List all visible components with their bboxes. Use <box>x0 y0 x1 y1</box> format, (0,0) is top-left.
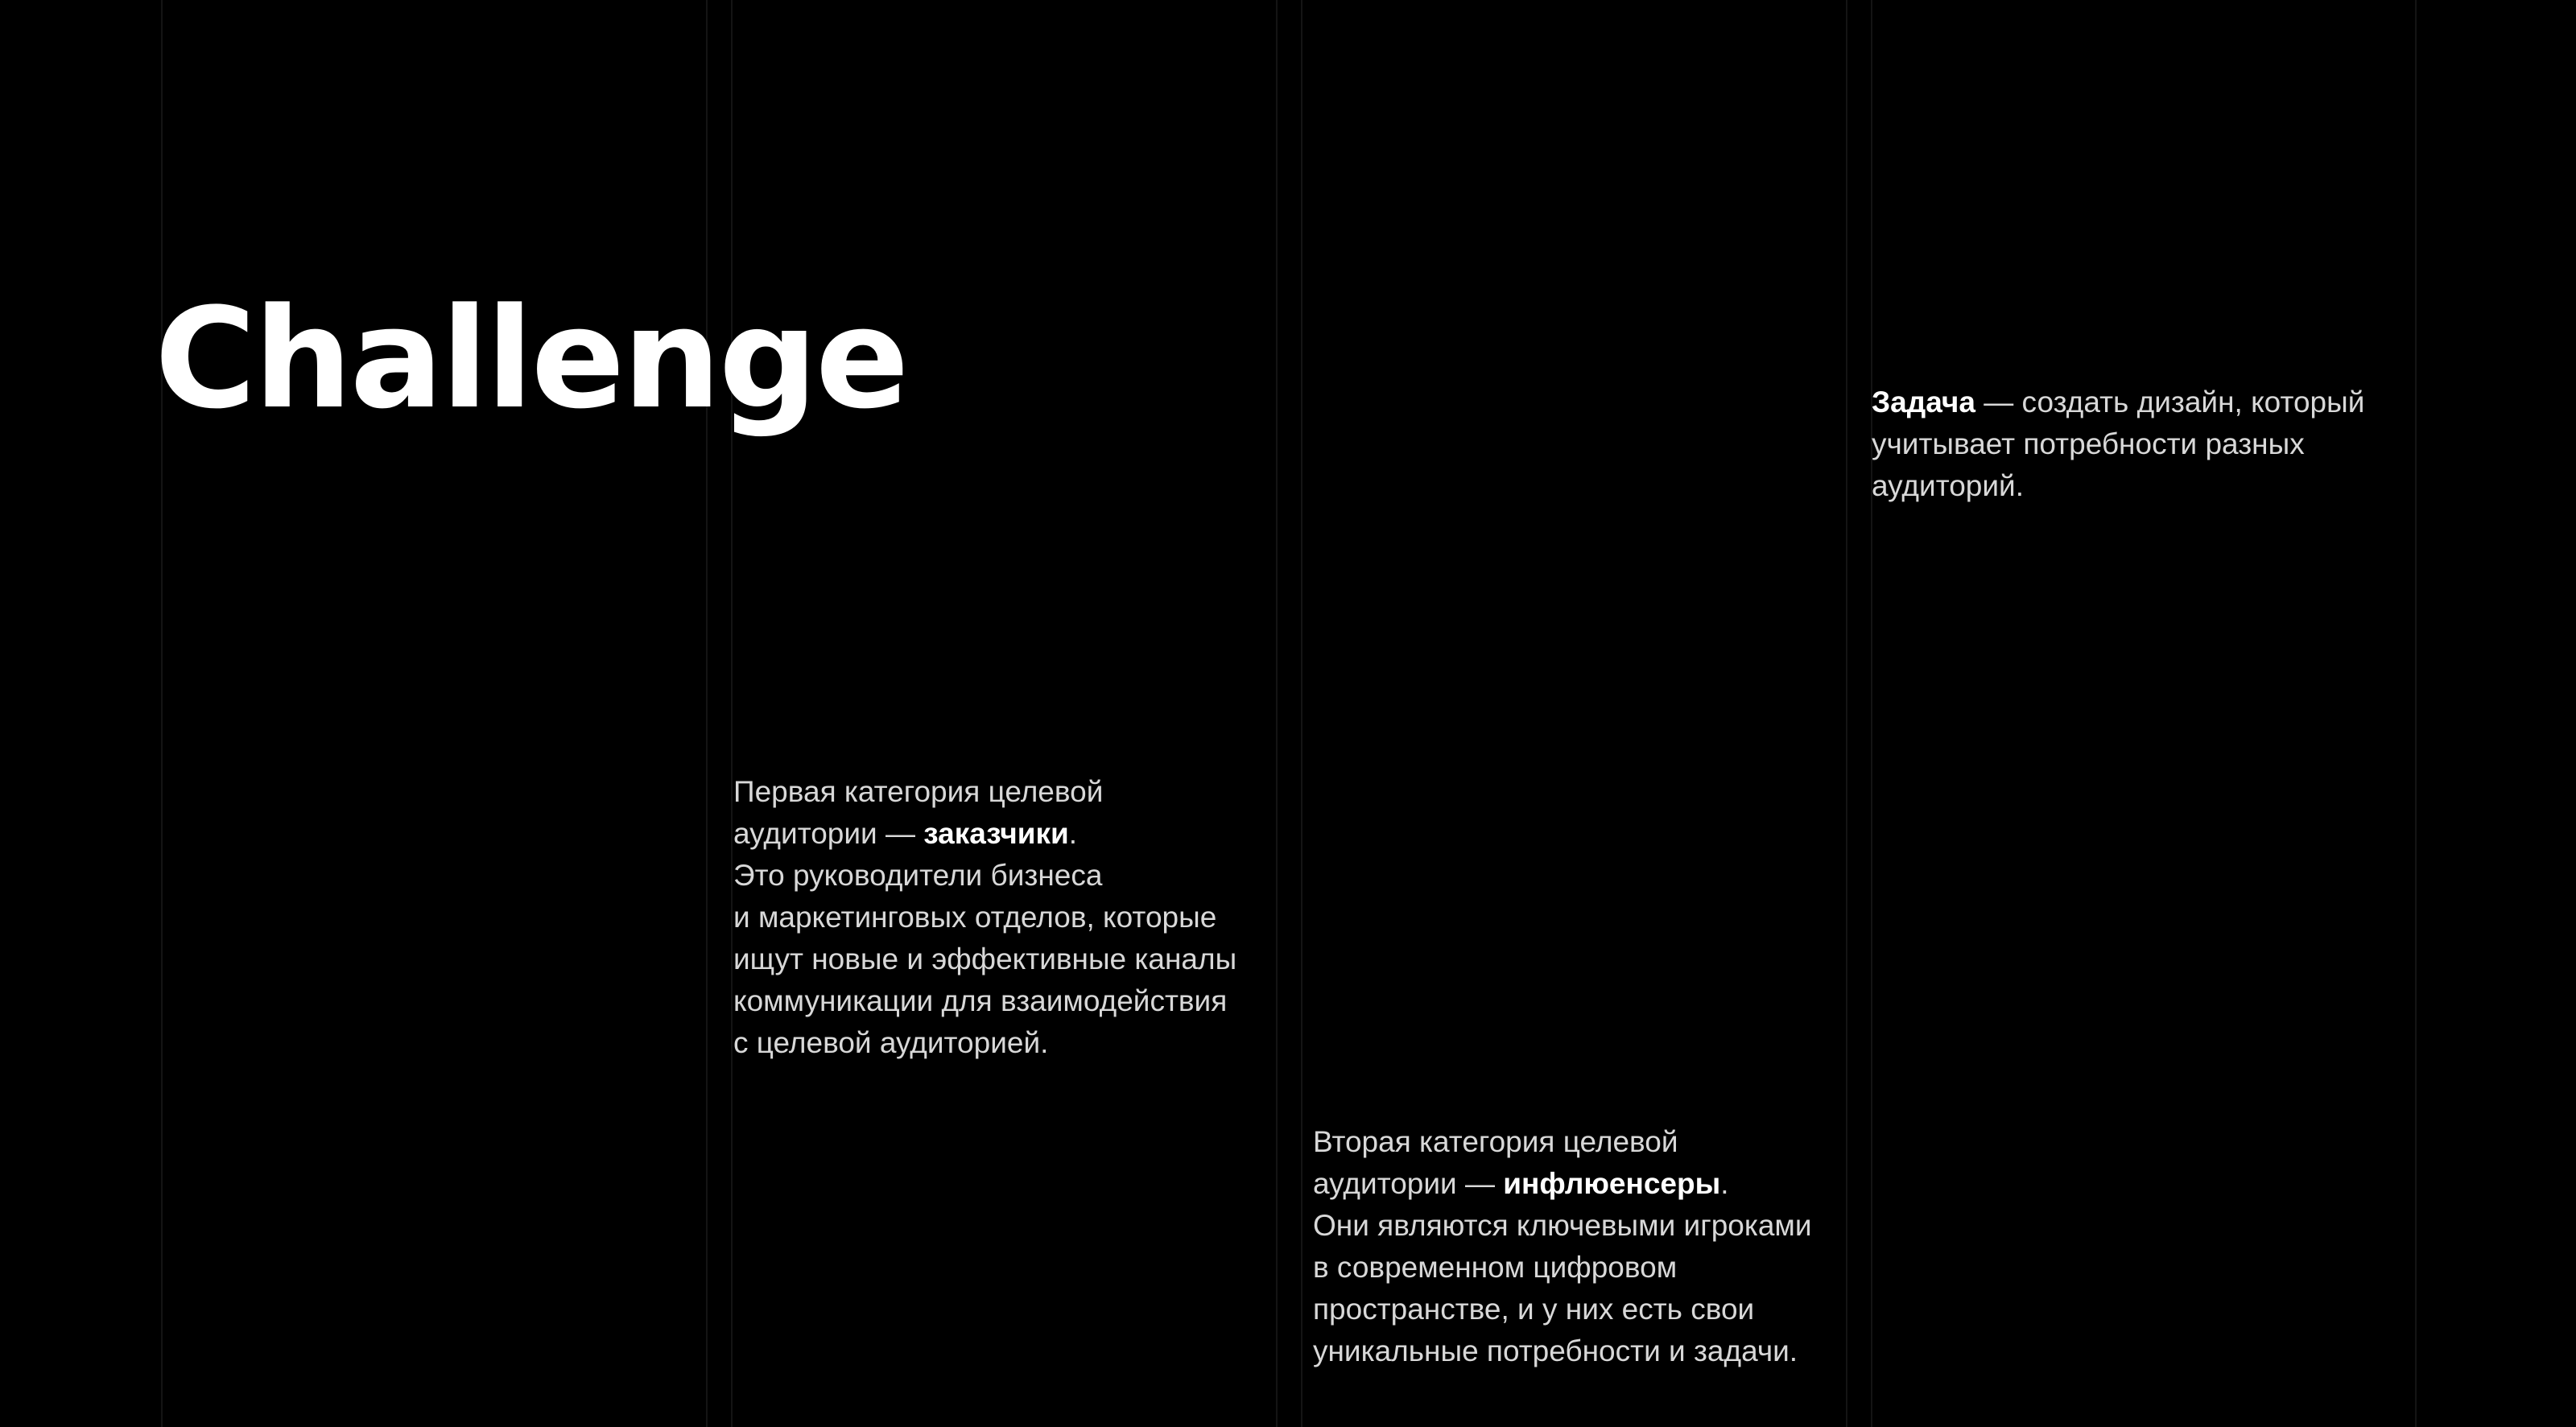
second-audience-line: пространстве, и у них есть свои <box>1313 1293 1755 1326</box>
second-audience-line: Они являются ключевыми игроками <box>1313 1209 1812 1242</box>
first-audience-line: ищут новые и эффективные каналы <box>733 942 1237 975</box>
grid-line <box>706 0 708 1427</box>
second-audience-period: . <box>1720 1167 1729 1200</box>
first-audience-line: Первая категория целевой <box>733 775 1104 808</box>
second-audience-line: Вторая категория целевой <box>1313 1125 1678 1158</box>
second-audience-prefix: аудитории — <box>1313 1167 1504 1200</box>
first-audience-block <box>733 771 1281 1064</box>
task-line: учитывает потребности разных <box>1872 427 2305 460</box>
task-line <box>1872 381 2419 423</box>
grid-line <box>731 0 733 1427</box>
task-line: аудиторий. <box>1872 469 2024 502</box>
grid-line <box>2415 0 2417 1427</box>
second-audience-keyword: инфлюенсеры <box>1503 1167 1721 1200</box>
page-title: Challenge <box>155 278 907 439</box>
grid-line <box>161 0 163 1427</box>
grid-line <box>1276 0 1278 1427</box>
first-audience-line: и маркетинговых отделов, которые <box>733 901 1217 934</box>
grid-line <box>1301 0 1302 1427</box>
second-audience-line <box>1313 1163 1860 1205</box>
task-block <box>1872 381 2419 507</box>
second-audience-line: в современном цифровом <box>1313 1251 1678 1284</box>
task-keyword: Задача <box>1872 386 1975 419</box>
first-audience-line: с целевой аудиторией. <box>733 1026 1049 1059</box>
second-audience-block <box>1313 1121 1860 1372</box>
second-audience-line: уникальные потребности и задачи. <box>1313 1334 1798 1367</box>
task-text: — создать дизайн, который <box>1975 386 2365 419</box>
first-audience-period: . <box>1068 817 1078 850</box>
first-audience-prefix: аудитории — <box>733 817 924 850</box>
first-audience-line: Это руководители бизнеса <box>733 859 1103 892</box>
grid-line <box>1871 0 1872 1427</box>
first-audience-line: коммуникации для взаимодействия <box>733 984 1228 1017</box>
first-audience-keyword: заказчики <box>923 817 1069 850</box>
first-audience-line <box>733 813 1281 855</box>
